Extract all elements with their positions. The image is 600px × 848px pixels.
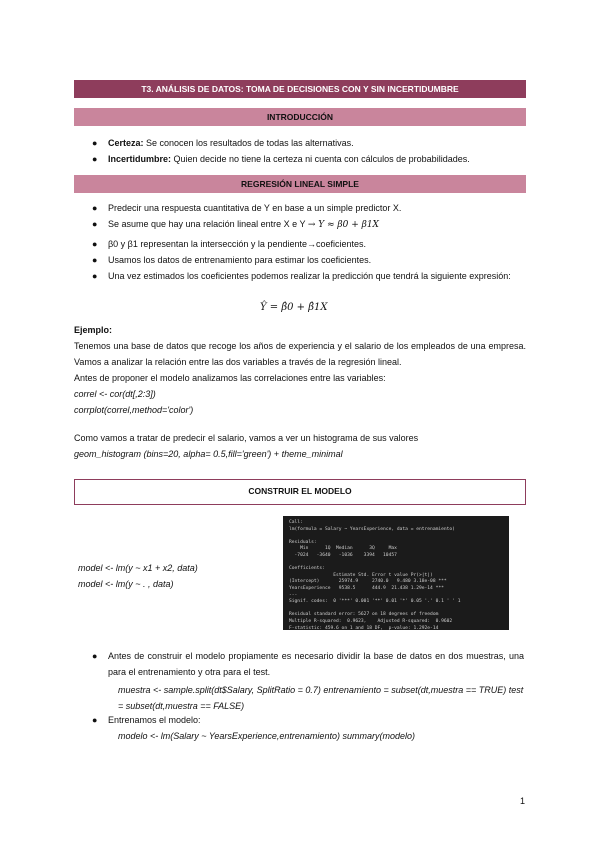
r-console-output (283, 516, 509, 630)
code-correl: correl <- cor(dt[,2:3]) (74, 389, 156, 399)
code-model-2: model <- lm(y ~ . , data) (78, 579, 174, 589)
example-label: Ejemplo: (74, 325, 113, 335)
console-line: lm(formula = Salary ~ YearsExperience, data = entrenamiento) (289, 526, 455, 532)
item-text: Antes de construir el modelo propiamente es necesario dividir la base de datos en dos muestras, una para el entrenamiento y otra para el test. (108, 651, 524, 677)
example-text: Tenemos una base de datos que recoge los años de experiencia y el salario de los empleados de una empresa. Vamos a analizar la relación entre las dos variables a través de la regresión lineal. (74, 341, 526, 367)
item-text: Una vez estimados los coeficientes podemos realizar la predicción que tendrá la siguiente expresión: (108, 271, 511, 281)
console-line: -7024 -3640 -1036 3394 10457 (289, 552, 397, 558)
console-line: Residual standard error: 5627 on 18 degrees of freedom (289, 612, 439, 618)
console-line: Call: (289, 520, 303, 525)
train-list (92, 712, 524, 728)
code-corrplot: corrplot(correl,method='color') (74, 405, 194, 415)
list-item (92, 151, 524, 167)
list-item (92, 236, 524, 252)
section-model-header: CONSTRUIR EL MODELO (74, 479, 526, 505)
list-item (92, 648, 524, 680)
item-text: Predecir una respuesta cuantitativa de Y en base a un simple predictor X. (108, 203, 402, 213)
model-code-block (78, 560, 278, 592)
console-line: Signif. codes: 0 '***' 0.001 '**' 0.01 '*' 0.05 '.' 0.1 ' ' 1 (289, 599, 461, 605)
bullet-icon: ● (92, 271, 98, 281)
example-text-2: Antes de proponer el modelo analizamos las correlaciones entre las variables: (74, 373, 386, 383)
bullet-icon: ● (92, 239, 98, 249)
code-histogram: geom_histogram (bins=20, alpha= 0.5,fill='green') + theme_minimal (74, 449, 343, 459)
console-line (289, 533, 503, 540)
console-line: Coefficients: (289, 566, 325, 572)
term-text: Quien decide no tiene la certeza ni cuenta con cálculos de probabilidades. (171, 154, 470, 164)
section-regression-header: REGRESIÓN LINEAL SIMPLE (74, 175, 526, 193)
console-line: Multiple R-squared: 0.9623, Adjusted R-squared: 0.9602 (289, 618, 453, 624)
list-item (92, 216, 524, 233)
bullet-icon: ● (92, 715, 98, 725)
inline-formula: → Y ≈ β0 + β1X (307, 220, 379, 230)
bullet-icon: ● (92, 219, 98, 229)
term-label: Certeza: (108, 138, 144, 148)
title-band: T3. ANÁLISIS DE DATOS: TOMA DE DECISIONES CON Y SIN INCERTIDUMBRE (74, 80, 526, 98)
item-text: Usamos los datos de entrenamiento para estimar los coeficientes. (108, 255, 372, 265)
console-line: F-statistic: 459.6 on 1 and 18 DF, p-value: 1.292e-14 (289, 625, 439, 630)
console-line: --- (289, 592, 298, 598)
list-item (92, 252, 524, 268)
model-list (92, 648, 524, 680)
page-number: 1 (520, 796, 526, 806)
item-text: Se asume que hay una relación lineal entre X e Y (108, 219, 306, 229)
histogram-text: Como vamos a tratar de predecir el salario, vamos a ver un histograma de sus valores (74, 433, 419, 443)
list-item (92, 712, 524, 728)
list-item (92, 268, 524, 284)
bullet-icon: ● (92, 203, 98, 213)
console-line: Residuals: (289, 539, 317, 545)
term-text: Se conocen los resultados de todas las alternativas. (143, 138, 354, 148)
console-line: YearsExperience 9538.5 444.9 21.438 1.29e-14 *** (289, 585, 444, 591)
code-train: modelo <- lm(Salary ~ YearsExperience,entrenamiento) summary(modelo) (118, 731, 415, 741)
section-intro-header: INTRODUCCIÓN (74, 108, 526, 126)
list-item (92, 200, 524, 216)
term-label: Incertidumbre: (108, 154, 172, 164)
regression-list (92, 200, 524, 284)
code-model-1: model <- lm(y ~ x1 + x2, data) (78, 563, 198, 573)
bullet-icon: ● (92, 255, 98, 265)
console-line: Min 1Q Median 3Q Max (289, 546, 397, 552)
bullet-icon: ● (92, 154, 98, 164)
console-line: (Intercept) 25974.9 2740.0 9.480 3.18e-08 *** (289, 579, 447, 585)
intro-list (92, 135, 524, 167)
bullet-icon: ● (92, 138, 98, 148)
item-text: Entrenamos el modelo: (108, 715, 201, 725)
example-block (74, 322, 526, 418)
prediction-formula: Ŷ = β̂0 + β̂1X (260, 302, 328, 313)
bullet-icon: ● (92, 651, 98, 661)
histogram-block (74, 430, 526, 462)
item-text: β0 y β1 representan la intersección y la pendiente→coeficientes. (108, 239, 366, 249)
console-line: Estimate Std. Error t value Pr(>|t|) (289, 572, 433, 578)
list-item (92, 135, 524, 151)
code-split: muestra <- sample.split(dt$Salary, SplitRatio = 0.7) entrenamiento = subset(dt,muestra == TRUE) test = subset(dt,muestra == FALSE) (118, 685, 524, 711)
